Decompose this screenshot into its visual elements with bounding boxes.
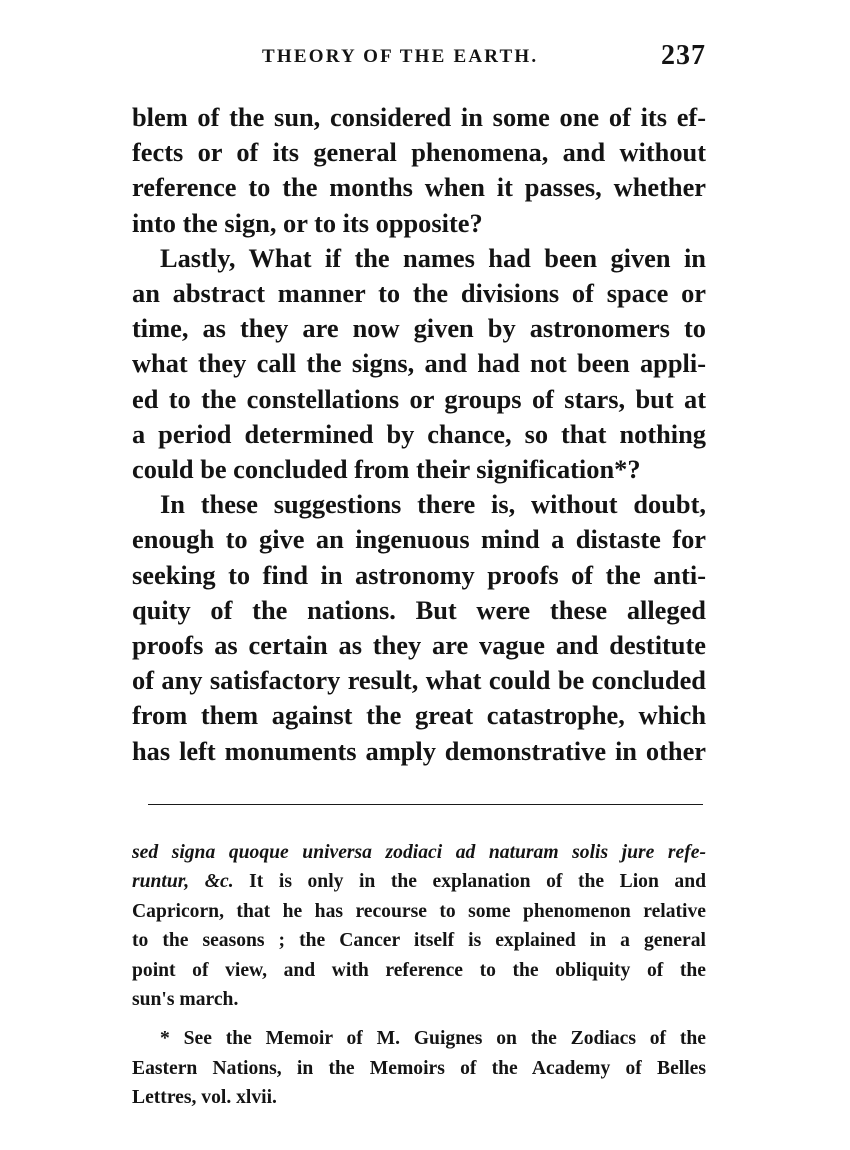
text-line: into the sign, or to its opposite? — [132, 207, 483, 238]
text-line: enough to give an ingenuous mind a distaste for — [132, 524, 706, 555]
footnote-star — [132, 1024, 706, 1112]
text-line: fects or of its general phenomena, and without — [132, 137, 706, 168]
text-line: could be concluded from their signification*? — [132, 454, 641, 485]
main-text — [132, 100, 706, 769]
text-line: of any satisfactory result, what could be concluded — [132, 665, 706, 696]
text-line: In these suggestions there is, without doubt, — [160, 489, 706, 520]
page-number: 237 — [661, 40, 706, 71]
text-line: proofs as certain as they are vague and destitute — [132, 630, 706, 661]
footnote-line: Capricorn, that he has recourse to some phenomenon relative — [132, 900, 706, 922]
footnote-divider — [148, 804, 703, 805]
footnote-line: * See the Memoir of M. Guignes on the Zodiacs of the — [160, 1028, 706, 1050]
text-line: a period determined by chance, so that nothing — [132, 418, 706, 449]
text-line: ed to the constellations or groups of stars, but at — [132, 383, 706, 414]
footnote-line: Lettres, vol. xlvii. — [132, 1087, 277, 1109]
text-line: Lastly, What if the names had been given in — [160, 242, 706, 273]
footnote-line: sun's march. — [132, 989, 239, 1011]
text-line: from them against the great catastrophe, which — [132, 700, 706, 731]
running-head — [132, 40, 706, 80]
footnote-line: Eastern Nations, in the Memoirs of the Academy of Belles — [132, 1057, 706, 1079]
footnote-line: sed signa quoque universa zodiaci ad naturam solis jure refe- — [132, 842, 706, 863]
text-line: seeking to find in astronomy proofs of the anti- — [132, 559, 706, 590]
text-line: time, as they are now given by astronomers to — [132, 313, 706, 344]
footnote-line: to the seasons ; the Cancer itself is explained in a general — [132, 930, 706, 952]
footnotes — [132, 838, 706, 1113]
text-line: an abstract manner to the divisions of space or — [132, 278, 706, 309]
text-line: blem of the sun, considered in some one of its ef- — [132, 102, 706, 132]
footnote-text: It is only in the explanation of the Lion and — [233, 871, 707, 893]
footnote-line: point of view, and with reference to the obliquity of the — [132, 959, 706, 981]
text-line: reference to the months when it passes, whether — [132, 172, 706, 203]
footnote-line — [132, 867, 706, 896]
text-line: quity of the nations. But were these alleged — [132, 594, 706, 625]
running-title: THEORY OF THE EARTH. — [262, 46, 539, 67]
text-line: what they call the signs, and had not been appli- — [132, 348, 706, 379]
footnote-continued — [132, 838, 706, 1014]
footnote-italic-phrase: runtur, &c. — [132, 871, 234, 893]
text-line: has left monuments amply demonstrative in other — [132, 735, 706, 766]
